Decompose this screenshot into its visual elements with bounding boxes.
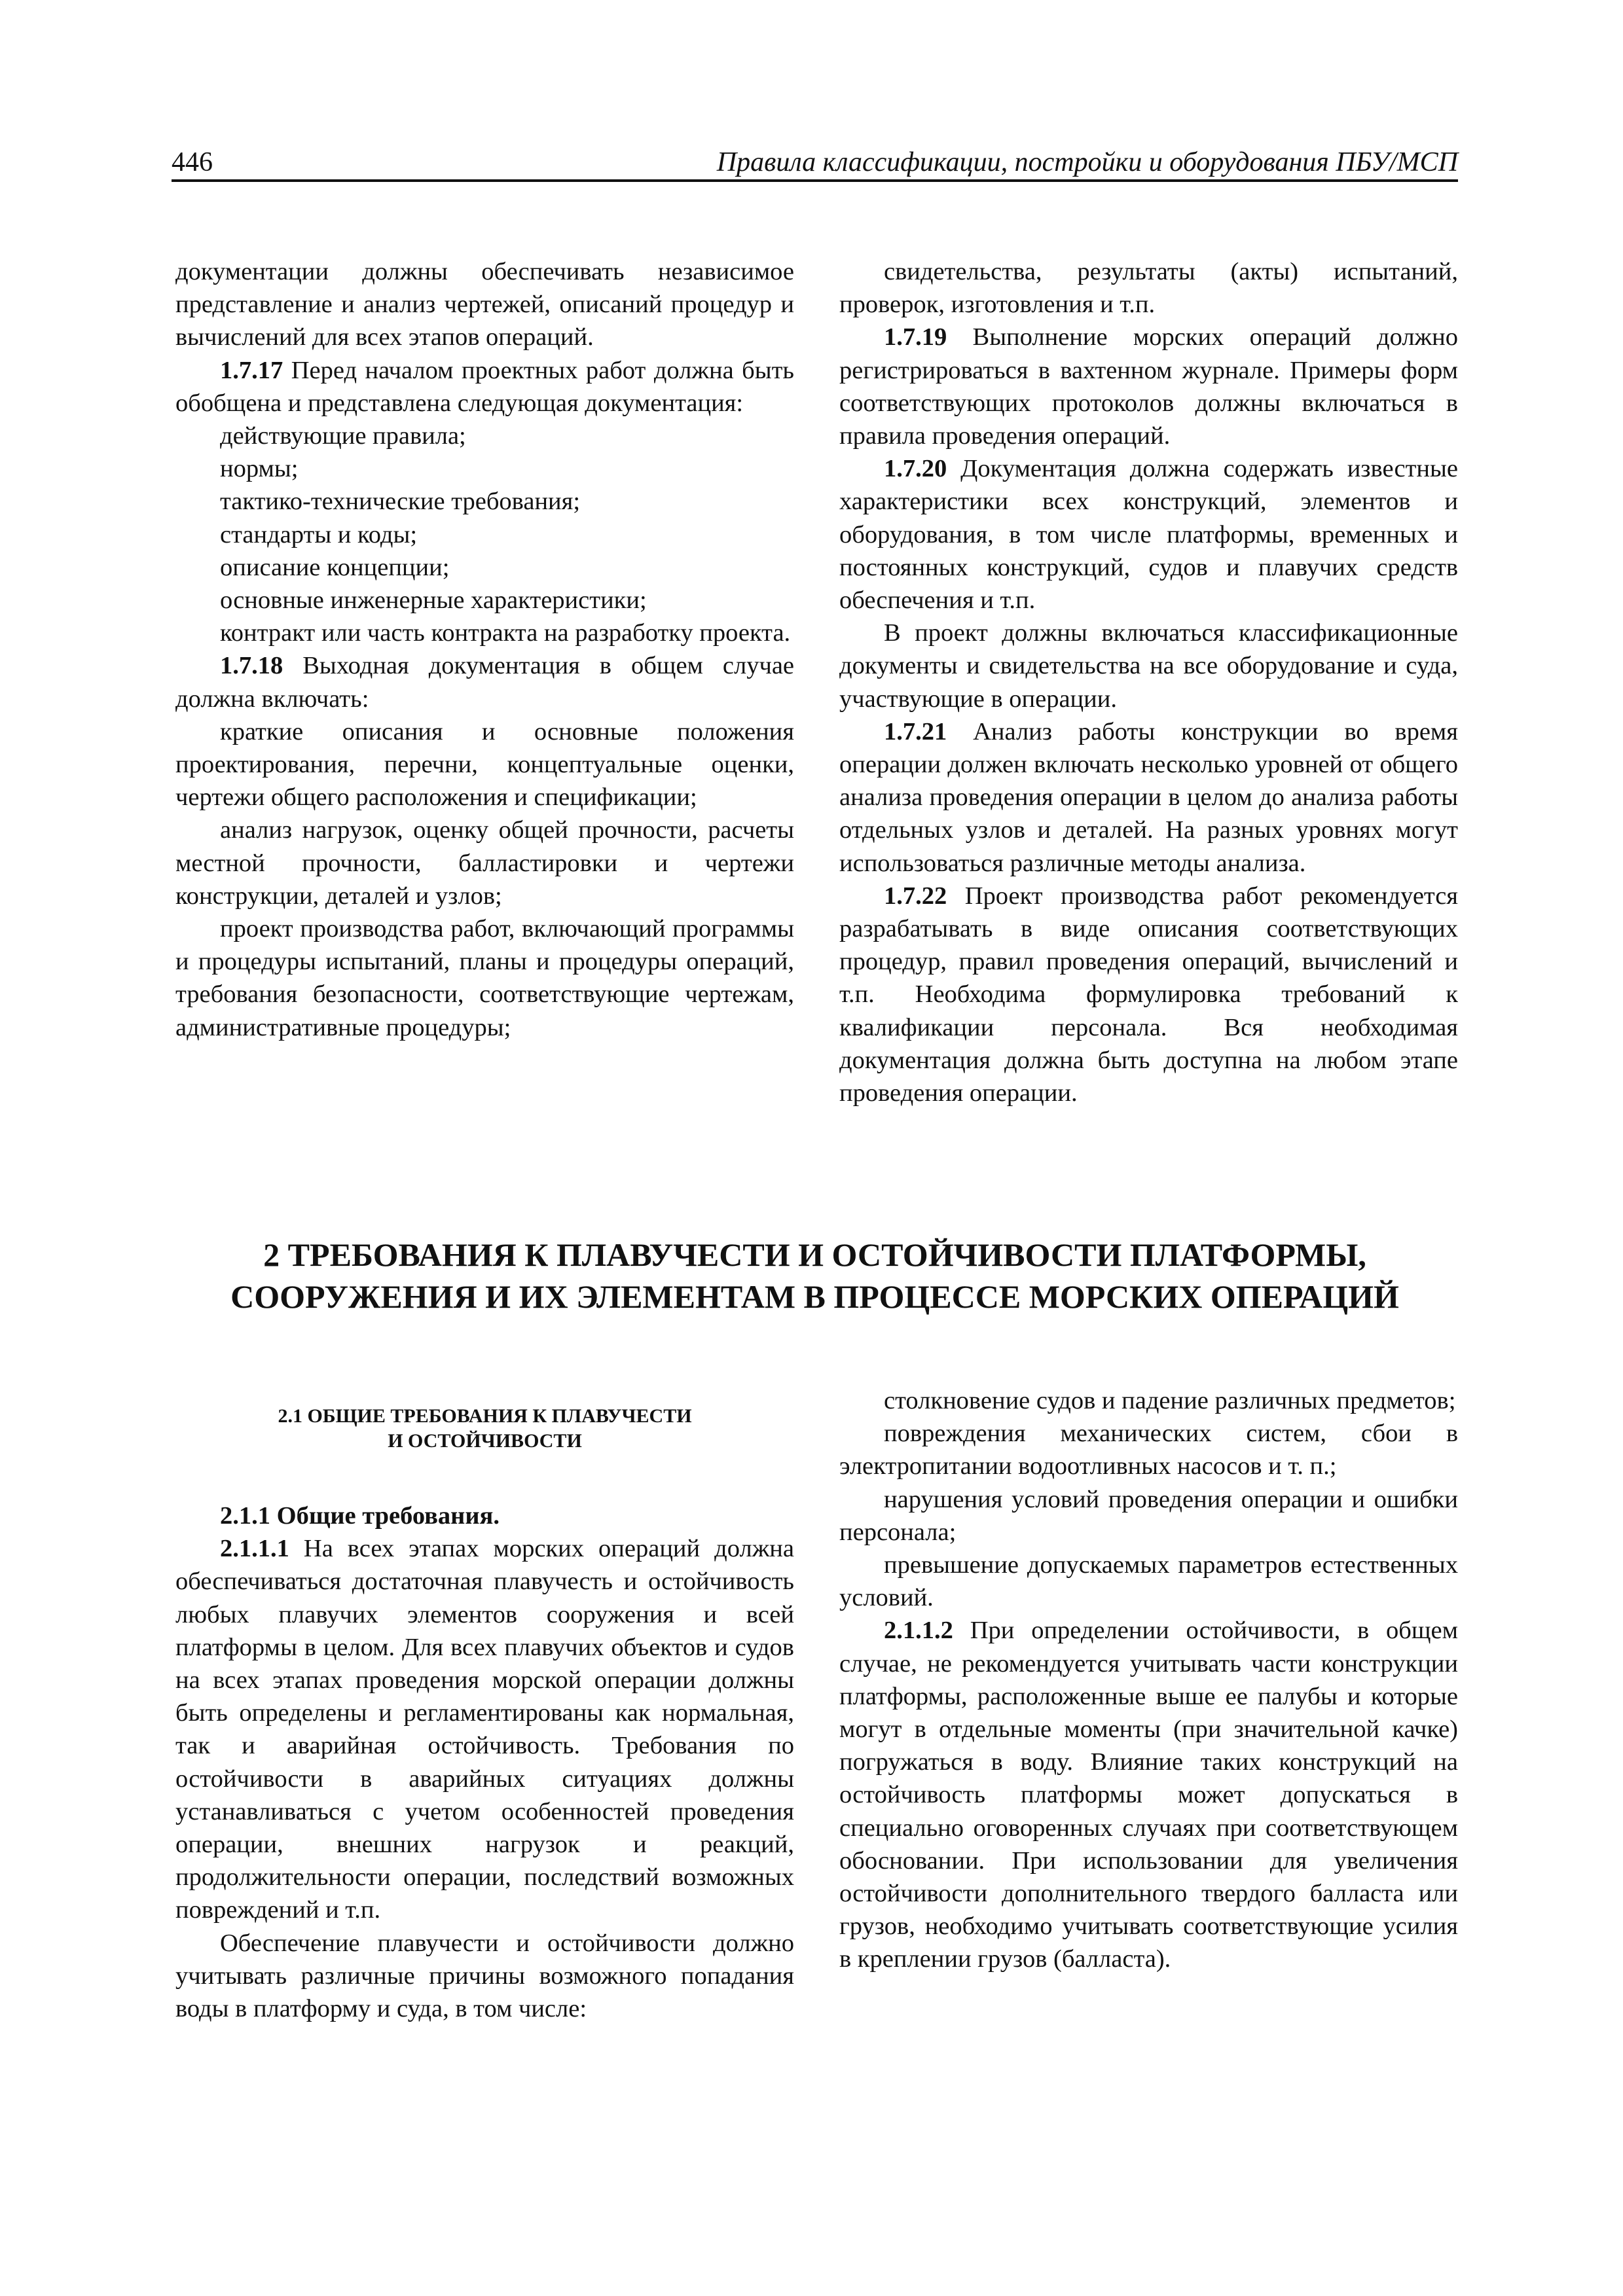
clause-number: 1.7.19 xyxy=(884,323,947,351)
clause-number: 2.1.1.1 xyxy=(220,1535,289,1563)
list-item: краткие описания и основные положения проектирования, перечни, концептуальные оценки, чертежи общего расположения и спецификации; xyxy=(175,717,794,812)
column-bottom-left xyxy=(175,1404,794,2025)
clause-number: 1.7.20 xyxy=(884,455,947,483)
list-item: превышение допускаемых параметров естественных условий. xyxy=(839,1551,1458,1612)
clause-number: 1.7.22 xyxy=(884,882,947,910)
paragraph: 2.1.1.2 При определении остойчивости, в общем случае, не рекомендуется учитывать части конструкции платформы, расположенные выше ее палубы и которые могут в отдельные моменты (при значительной качке) погружаться в воду. Влияние таких конструкций на остойчивость платформы может допускаться в специально оговоренных случаях при соответствующем обосновании. При использовании для увеличения остойчивости дополнительного твердого балласта или грузов, необходимо учитывать соответствующие усилия в креплении грузов (балласта). xyxy=(839,1617,1458,1973)
paragraph: В проект должны включаться классификационные документы и свидетельства на все оборудование и суда, участвующие в операции. xyxy=(839,619,1458,713)
column-top-right xyxy=(839,255,1458,1109)
paragraph: 1.7.17 Перед началом проектных работ должна быть обобщена и представлена следующая документация: xyxy=(175,356,794,417)
list-item: нарушения условий проведения операции и ошибки персонала; xyxy=(839,1485,1458,1546)
paragraph: свидетельства, результаты (акты) испытаний, проверок, изготовления и т.п. xyxy=(839,258,1458,319)
list-item: повреждения механических систем, сбои в электропитании водоотливных насосов и т. п.; xyxy=(839,1420,1458,1480)
subsection-title: 2.1 ОБЩИЕ ТРЕБОВАНИЯ К ПЛАВУЧЕСТИ И ОСТОЙЧИВОСТИ xyxy=(278,1405,692,1452)
list-item: стандарты и коды; xyxy=(220,520,418,548)
list-item: анализ нагрузок, оценку общей прочности, расчеты местной прочности, балластировки и чертежи конструкции, деталей и узлов; xyxy=(175,816,794,910)
list-item: описание концепции; xyxy=(220,553,450,581)
clause-number: 1.7.17 xyxy=(220,356,283,384)
clause-heading: 2.1.1 Общие требования. xyxy=(220,1502,500,1530)
paragraph: Обеспечение плавучести и остойчивости должно учитывать различные причины возможного попадания воды в платформу и суда, в том числе: xyxy=(175,1929,794,2023)
page-number: 446 xyxy=(172,147,213,177)
paragraph: 2.1.1.1 На всех этапах морских операций должна обеспечиваться достаточная плавучесть и остойчивость любых плавучих элементов сооружения и всей платформы в целом. Для всех плавучих объектов и судов на всех этапах проведения морской операции должны быть определены и регламентированы как нормальная, так и аварийная остойчивость. Требования по остойчивости в аварийных ситуациях должны устанавливаться с учетом особенностей проведения операции, внешних нагрузок и реакций, продолжительности операции, последствий возможных повреждений и т.п. xyxy=(175,1535,794,1924)
column-bottom-right xyxy=(839,1384,1458,1976)
paragraph: документации должны обеспечивать независимое представление и анализ чертежей, описаний процедур и вычислений для всех этапов операций. xyxy=(175,258,794,351)
list-item: проект производства работ, включающий программы и процедуры испытаний, планы и процедуры операций, требования безопасности, соответствующие чертежам, административные процедуры; xyxy=(175,915,794,1041)
clause-number: 1.7.18 xyxy=(220,652,283,680)
list-item: контракт или часть контракта на разработку проекта. xyxy=(220,619,791,647)
clause-number: 2.1.1.2 xyxy=(884,1617,953,1645)
column-top-left xyxy=(175,255,794,1044)
list-item: столкновение судов и падение различных предметов; xyxy=(884,1387,1456,1414)
list-item: основные инженерные характеристики; xyxy=(220,586,647,615)
paragraph: 1.7.20 Документация должна содержать известные характеристики всех конструкций, элементов и оборудования, в том числе платформы, временных и постоянных конструкций, судов и плавучих средств обеспечения и т.п. xyxy=(839,455,1458,615)
section-title-line: СООРУЖЕНИЯ И ИХ ЭЛЕМЕНТАМ В ПРОЦЕССЕ МОРСКИХ ОПЕРАЦИЙ xyxy=(230,1278,1399,1315)
running-title: Правила классификации, постройки и оборудования ПБУ/МСП xyxy=(716,147,1458,177)
paragraph: 1.7.18 Выходная документация в общем случае должна включать: xyxy=(175,652,794,713)
paragraph: 1.7.22 Проект производства работ рекомендуется разрабатывать в виде описания соответствующих процедур, правил проведения операций, вычислений и т.п. Необходима формулировка требований к квалификации персонала. Вся необходимая документация должна быть доступна на любом этапе проведения операции. xyxy=(839,882,1458,1107)
clause-number: 1.7.21 xyxy=(884,717,947,745)
page-header xyxy=(172,145,1458,182)
section-title xyxy=(172,1234,1458,1318)
list-item: нормы; xyxy=(220,455,299,483)
list-item: тактико-технические требования; xyxy=(220,488,581,516)
paragraph: 1.7.21 Анализ работы конструкции во время операции должен включать несколько уровней от общего анализа проведения операции в целом до анализа работы отдельных узлов и деталей. На разных уровнях могут использоваться различные методы анализа. xyxy=(839,717,1458,877)
section-title-line: 2 ТРЕБОВАНИЯ К ПЛАВУЧЕСТИ И ОСТОЙЧИВОСТИ ПЛАТФОРМЫ, xyxy=(263,1236,1366,1273)
paragraph: 1.7.19 Выполнение морских операций должно регистрироваться в вахтенном журнале. Примеры форм соответствующих протоколов должны включаться в правила проведения операций. xyxy=(839,323,1458,450)
list-item: действующие правила; xyxy=(220,422,466,450)
